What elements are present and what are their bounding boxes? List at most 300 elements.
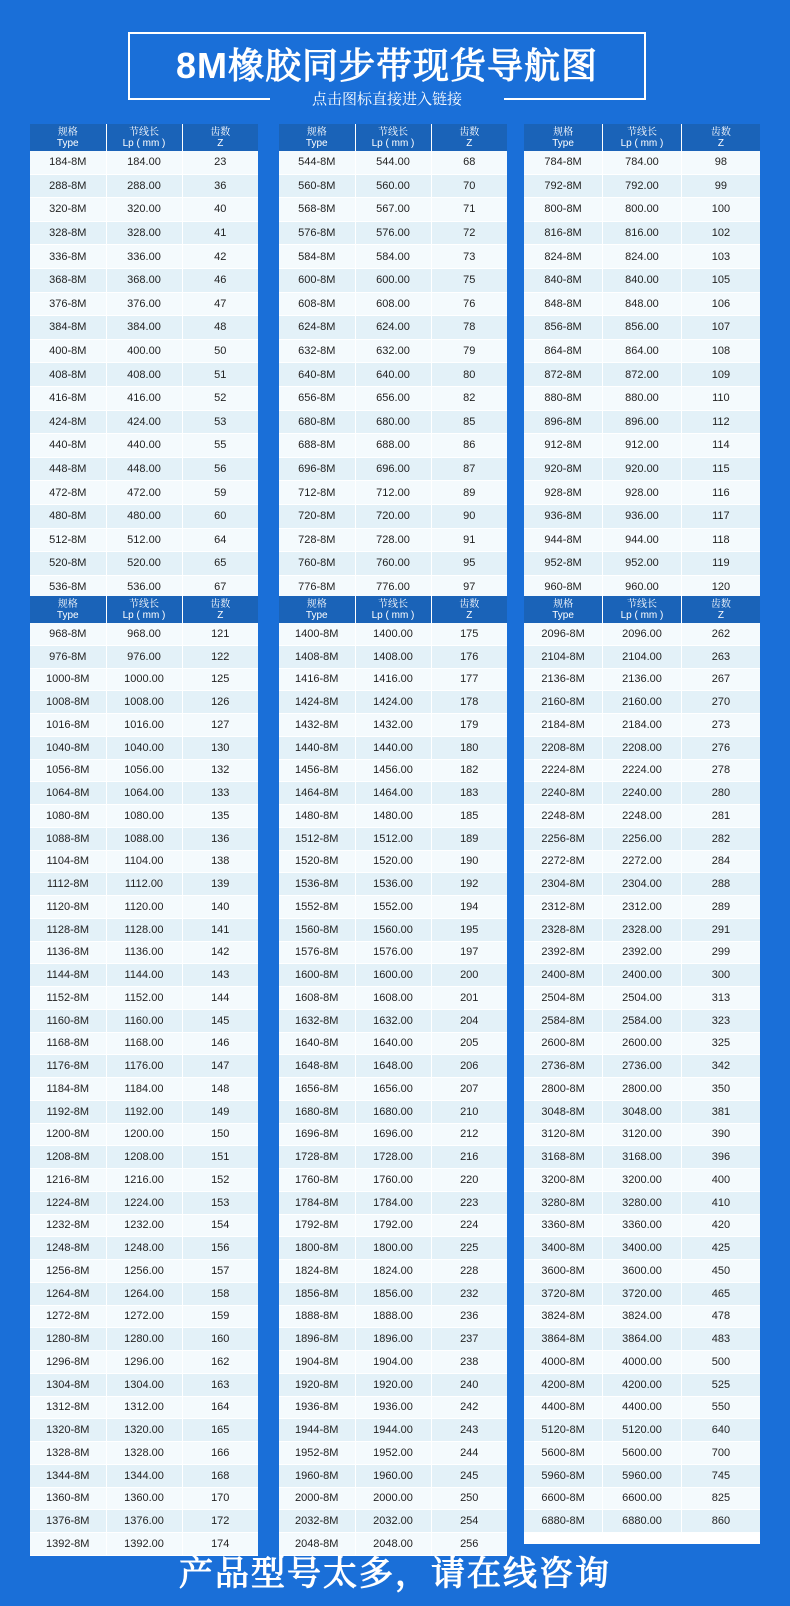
table-row xyxy=(279,1396,507,1419)
cell-z: 282 xyxy=(681,827,760,850)
cell-z: 157 xyxy=(182,1260,258,1283)
cell-lp: 2096.00 xyxy=(603,623,682,645)
cell-type: 1216-8M xyxy=(30,1169,106,1192)
header-type xyxy=(30,596,106,623)
header-lp-en: Lp ( mm ) xyxy=(371,137,415,149)
cell-z: 107 xyxy=(681,316,760,340)
table-row xyxy=(30,1396,258,1419)
header-z-en: Z xyxy=(217,137,224,149)
cell-lp: 1064.00 xyxy=(106,782,182,805)
cell-lp: 328.00 xyxy=(106,221,182,245)
cell-z: 525 xyxy=(681,1373,760,1396)
cell-lp: 872.00 xyxy=(603,363,682,387)
table-row xyxy=(30,552,258,576)
cell-z: 153 xyxy=(182,1191,258,1214)
cell-z: 146 xyxy=(182,1032,258,1055)
cell-type: 3200-8M xyxy=(524,1169,603,1192)
cell-lp: 1760.00 xyxy=(355,1169,431,1192)
cell-z: 102 xyxy=(681,221,760,245)
cell-type: 448-8M xyxy=(30,457,106,481)
cell-lp: 624.00 xyxy=(355,316,431,340)
cell-lp: 912.00 xyxy=(603,434,682,458)
header-lp xyxy=(603,596,682,623)
cell-type: 2000-8M xyxy=(279,1487,355,1510)
cell-type: 1376-8M xyxy=(30,1510,106,1533)
cell-type: 4000-8M xyxy=(524,1351,603,1374)
table-row xyxy=(524,1191,760,1214)
cell-z: 210 xyxy=(431,1100,507,1123)
cell-z: 250 xyxy=(431,1487,507,1510)
table-row xyxy=(524,552,760,576)
cell-lp: 848.00 xyxy=(603,292,682,316)
cell-lp: 712.00 xyxy=(355,481,431,505)
cell-type: 1792-8M xyxy=(279,1214,355,1237)
cell-z: 291 xyxy=(681,918,760,941)
cell-lp: 728.00 xyxy=(355,528,431,552)
cell-lp: 1224.00 xyxy=(106,1191,182,1214)
cell-type: 1576-8M xyxy=(279,941,355,964)
cell-lp: 6600.00 xyxy=(603,1487,682,1510)
cell-z: 145 xyxy=(182,1009,258,1032)
header-z-en: Z xyxy=(717,609,724,621)
cell-lp: 2000.00 xyxy=(355,1487,431,1510)
cell-z: 262 xyxy=(681,623,760,645)
table-row xyxy=(279,174,507,198)
cell-lp: 1256.00 xyxy=(106,1260,182,1283)
table-row xyxy=(279,1214,507,1237)
cell-lp: 544.00 xyxy=(355,151,431,174)
cell-lp: 1640.00 xyxy=(355,1032,431,1055)
header-z-en: Z xyxy=(217,609,224,621)
cell-lp: 1208.00 xyxy=(106,1146,182,1169)
table-row xyxy=(279,1282,507,1305)
cell-z: 483 xyxy=(681,1328,760,1351)
cell-lp: 3200.00 xyxy=(603,1169,682,1192)
cell-z: 263 xyxy=(681,645,760,668)
table-row xyxy=(524,918,760,941)
cell-z: 425 xyxy=(681,1237,760,1260)
cell-type: 1512-8M xyxy=(279,827,355,850)
header-lp-cn: 节线长 xyxy=(378,598,408,610)
table-row xyxy=(30,245,258,269)
cell-z: 127 xyxy=(182,714,258,737)
cell-lp: 640.00 xyxy=(355,363,431,387)
cell-z: 126 xyxy=(182,691,258,714)
cell-lp: 480.00 xyxy=(106,504,182,528)
cell-lp: 1464.00 xyxy=(355,782,431,805)
header-lp-cn: 节线长 xyxy=(129,126,159,138)
cell-lp: 1200.00 xyxy=(106,1123,182,1146)
table-row xyxy=(524,941,760,964)
cell-lp: 2328.00 xyxy=(603,918,682,941)
cell-z: 89 xyxy=(431,481,507,505)
cell-z: 280 xyxy=(681,782,760,805)
cell-z: 228 xyxy=(431,1260,507,1283)
cell-type: 792-8M xyxy=(524,174,603,198)
cell-z: 164 xyxy=(182,1396,258,1419)
table-row xyxy=(279,987,507,1010)
table-row xyxy=(279,316,507,340)
table-row xyxy=(30,198,258,222)
table-header-row xyxy=(30,124,258,151)
cell-type: 2208-8M xyxy=(524,736,603,759)
cell-lp: 2504.00 xyxy=(603,987,682,1010)
table-row xyxy=(30,457,258,481)
cell-lp: 1080.00 xyxy=(106,805,182,828)
cell-z: 195 xyxy=(431,918,507,941)
header-type-en: Type xyxy=(305,609,328,621)
cell-lp: 920.00 xyxy=(603,457,682,481)
cell-type: 656-8M xyxy=(279,386,355,410)
cell-type: 968-8M xyxy=(30,623,106,645)
cell-z: 125 xyxy=(182,668,258,691)
cell-lp: 1008.00 xyxy=(106,691,182,714)
cell-type: 624-8M xyxy=(279,316,355,340)
header-z-cn: 齿数 xyxy=(459,126,480,138)
cell-z: 232 xyxy=(431,1282,507,1305)
cell-lp: 936.00 xyxy=(603,504,682,528)
table-row xyxy=(524,1055,760,1078)
cell-z: 76 xyxy=(431,292,507,316)
cell-type: 1320-8M xyxy=(30,1419,106,1442)
table-row xyxy=(30,668,258,691)
cell-type: 3360-8M xyxy=(524,1214,603,1237)
cell-type: 1344-8M xyxy=(30,1464,106,1487)
table-header-row xyxy=(279,124,507,151)
cell-lp: 656.00 xyxy=(355,386,431,410)
cell-type: 424-8M xyxy=(30,410,106,434)
cell-lp: 1392.00 xyxy=(106,1533,182,1556)
cell-z: 117 xyxy=(681,504,760,528)
table-row xyxy=(279,1055,507,1078)
header-lp-en: Lp ( mm ) xyxy=(371,609,415,621)
header-type-cn: 规格 xyxy=(553,126,574,138)
table-row xyxy=(279,268,507,292)
cell-lp: 952.00 xyxy=(603,552,682,576)
cell-type: 288-8M xyxy=(30,174,106,198)
cell-z: 325 xyxy=(681,1032,760,1055)
table-row xyxy=(524,1351,760,1374)
cell-type: 856-8M xyxy=(524,316,603,340)
table-row xyxy=(30,1146,258,1169)
header-lp xyxy=(355,596,431,623)
cell-z: 313 xyxy=(681,987,760,1010)
cell-z: 149 xyxy=(182,1100,258,1123)
table-row xyxy=(524,736,760,759)
header-z-cn: 齿数 xyxy=(459,598,480,610)
cell-z: 110 xyxy=(681,386,760,410)
cell-type: 368-8M xyxy=(30,268,106,292)
cell-lp: 1056.00 xyxy=(106,759,182,782)
table-row xyxy=(30,964,258,987)
cell-lp: 1608.00 xyxy=(355,987,431,1010)
cell-z: 121 xyxy=(182,623,258,645)
cell-type: 1280-8M xyxy=(30,1328,106,1351)
cell-z: 288 xyxy=(681,873,760,896)
cell-z: 118 xyxy=(681,528,760,552)
cell-lp: 1120.00 xyxy=(106,896,182,919)
cell-type: 1088-8M xyxy=(30,827,106,850)
cell-type: 2248-8M xyxy=(524,805,603,828)
cell-lp: 440.00 xyxy=(106,434,182,458)
cell-lp: 864.00 xyxy=(603,339,682,363)
cell-type: 944-8M xyxy=(524,528,603,552)
cell-type: 1800-8M xyxy=(279,1237,355,1260)
cell-z: 299 xyxy=(681,941,760,964)
cell-z: 55 xyxy=(182,434,258,458)
cell-lp: 2392.00 xyxy=(603,941,682,964)
cell-type: 1728-8M xyxy=(279,1146,355,1169)
cell-type: 1824-8M xyxy=(279,1260,355,1283)
cell-z: 140 xyxy=(182,896,258,919)
table-row xyxy=(30,736,258,759)
cell-type: 2312-8M xyxy=(524,896,603,919)
cell-z: 42 xyxy=(182,245,258,269)
cell-type: 936-8M xyxy=(524,504,603,528)
cell-type: 1936-8M xyxy=(279,1396,355,1419)
cell-z: 36 xyxy=(182,174,258,198)
cell-lp: 288.00 xyxy=(106,174,182,198)
cell-type: 408-8M xyxy=(30,363,106,387)
cell-lp: 784.00 xyxy=(603,151,682,174)
cell-type: 2272-8M xyxy=(524,850,603,873)
cell-lp: 1168.00 xyxy=(106,1032,182,1055)
table-row xyxy=(524,759,760,782)
cell-lp: 1088.00 xyxy=(106,827,182,850)
cell-z: 182 xyxy=(431,759,507,782)
cell-lp: 1112.00 xyxy=(106,873,182,896)
table-row xyxy=(279,964,507,987)
header-z-cn: 齿数 xyxy=(210,126,231,138)
cell-type: 336-8M xyxy=(30,245,106,269)
cell-lp: 1944.00 xyxy=(355,1419,431,1442)
table-row xyxy=(279,434,507,458)
cell-type: 3048-8M xyxy=(524,1100,603,1123)
cell-type: 712-8M xyxy=(279,481,355,505)
table-row xyxy=(279,918,507,941)
table-row xyxy=(524,964,760,987)
table-row xyxy=(279,339,507,363)
cell-z: 176 xyxy=(431,645,507,668)
cell-lp: 1696.00 xyxy=(355,1123,431,1146)
cell-type: 2224-8M xyxy=(524,759,603,782)
cell-type: 184-8M xyxy=(30,151,106,174)
cell-z: 150 xyxy=(182,1123,258,1146)
cell-type: 1784-8M xyxy=(279,1191,355,1214)
table-row xyxy=(524,1009,760,1032)
cell-lp: 944.00 xyxy=(603,528,682,552)
cell-type: 472-8M xyxy=(30,481,106,505)
cell-type: 3720-8M xyxy=(524,1282,603,1305)
cell-type: 1168-8M xyxy=(30,1032,106,1055)
cell-z: 183 xyxy=(431,782,507,805)
cell-lp: 1320.00 xyxy=(106,1419,182,1442)
cell-z: 72 xyxy=(431,221,507,245)
table-row xyxy=(524,410,760,434)
cell-lp: 576.00 xyxy=(355,221,431,245)
cell-type: 2504-8M xyxy=(524,987,603,1010)
cell-type: 328-8M xyxy=(30,221,106,245)
table-row xyxy=(30,1214,258,1237)
table-row xyxy=(524,1146,760,1169)
cell-z: 223 xyxy=(431,1191,507,1214)
table-row xyxy=(279,1123,507,1146)
cell-z: 270 xyxy=(681,691,760,714)
table-row xyxy=(279,736,507,759)
cell-z: 396 xyxy=(681,1146,760,1169)
table-row xyxy=(30,528,258,552)
table-row xyxy=(279,623,507,645)
header-type xyxy=(524,596,603,623)
table-row xyxy=(524,1100,760,1123)
cell-lp: 2256.00 xyxy=(603,827,682,850)
cell-lp: 1128.00 xyxy=(106,918,182,941)
cell-lp: 1000.00 xyxy=(106,668,182,691)
cell-lp: 840.00 xyxy=(603,268,682,292)
cell-type: 1760-8M xyxy=(279,1169,355,1192)
cell-lp: 4000.00 xyxy=(603,1351,682,1374)
cell-type: 688-8M xyxy=(279,434,355,458)
cell-z: 550 xyxy=(681,1396,760,1419)
table-row xyxy=(279,645,507,668)
cell-type: 680-8M xyxy=(279,410,355,434)
table-row xyxy=(279,1305,507,1328)
cell-type: 1056-8M xyxy=(30,759,106,782)
belt-table xyxy=(30,596,258,1556)
cell-z: 40 xyxy=(182,198,258,222)
cell-lp: 1560.00 xyxy=(355,918,431,941)
cell-z: 68 xyxy=(431,151,507,174)
cell-z: 78 xyxy=(431,316,507,340)
table-panel-6 xyxy=(524,596,760,1544)
header-lp-cn: 节线长 xyxy=(626,126,657,138)
header-type-cn: 规格 xyxy=(553,598,574,610)
cell-lp: 1400.00 xyxy=(355,623,431,645)
cell-lp: 2736.00 xyxy=(603,1055,682,1078)
cell-z: 825 xyxy=(681,1487,760,1510)
cell-lp: 976.00 xyxy=(106,645,182,668)
cell-z: 267 xyxy=(681,668,760,691)
table-row xyxy=(30,1260,258,1283)
cell-type: 1416-8M xyxy=(279,668,355,691)
cell-lp: 688.00 xyxy=(355,434,431,458)
cell-lp: 3048.00 xyxy=(603,1100,682,1123)
cell-z: 106 xyxy=(681,292,760,316)
cell-type: 1064-8M xyxy=(30,782,106,805)
cell-z: 103 xyxy=(681,245,760,269)
table-row xyxy=(524,873,760,896)
cell-type: 1400-8M xyxy=(279,623,355,645)
header-lp xyxy=(106,124,182,151)
header-lp xyxy=(106,596,182,623)
table-row xyxy=(279,1237,507,1260)
cell-lp: 4400.00 xyxy=(603,1396,682,1419)
table-row xyxy=(524,1328,760,1351)
header-lp xyxy=(603,124,682,151)
cell-lp: 1304.00 xyxy=(106,1373,182,1396)
cell-lp: 1152.00 xyxy=(106,987,182,1010)
cell-lp: 600.00 xyxy=(355,268,431,292)
cell-z: 700 xyxy=(681,1442,760,1465)
cell-type: 2136-8M xyxy=(524,668,603,691)
table-row xyxy=(30,268,258,292)
cell-type: 1904-8M xyxy=(279,1351,355,1374)
table-row xyxy=(30,504,258,528)
table-row xyxy=(30,941,258,964)
cell-type: 3280-8M xyxy=(524,1191,603,1214)
header-z-cn: 齿数 xyxy=(710,598,731,610)
table-row xyxy=(524,434,760,458)
cell-z: 82 xyxy=(431,386,507,410)
header-type xyxy=(524,124,603,151)
cell-type: 1888-8M xyxy=(279,1305,355,1328)
table-row xyxy=(30,759,258,782)
cell-z: 390 xyxy=(681,1123,760,1146)
cell-lp: 416.00 xyxy=(106,386,182,410)
cell-type: 1536-8M xyxy=(279,873,355,896)
cell-z: 136 xyxy=(182,827,258,850)
cell-z: 154 xyxy=(182,1214,258,1237)
cell-lp: 1888.00 xyxy=(355,1305,431,1328)
cell-z: 197 xyxy=(431,941,507,964)
header-type-en: Type xyxy=(305,137,328,149)
cell-type: 1080-8M xyxy=(30,805,106,828)
cell-z: 70 xyxy=(431,174,507,198)
cell-lp: 567.00 xyxy=(355,198,431,222)
header-z-cn: 齿数 xyxy=(710,126,731,138)
cell-z: 108 xyxy=(681,339,760,363)
header-z-en: Z xyxy=(466,609,473,621)
cell-z: 163 xyxy=(182,1373,258,1396)
cell-z: 238 xyxy=(431,1351,507,1374)
table-row xyxy=(524,1373,760,1396)
table-row xyxy=(524,1078,760,1101)
table-row xyxy=(30,645,258,668)
table-row xyxy=(279,504,507,528)
cell-type: 960-8M xyxy=(524,575,603,599)
table-row xyxy=(279,1260,507,1283)
cell-lp: 816.00 xyxy=(603,221,682,245)
cell-type: 584-8M xyxy=(279,245,355,269)
page-subtitle: 点击图标直接进入链接 xyxy=(311,91,462,108)
cell-z: 53 xyxy=(182,410,258,434)
table-row xyxy=(30,1442,258,1465)
cell-type: 560-8M xyxy=(279,174,355,198)
cell-type: 1008-8M xyxy=(30,691,106,714)
cell-lp: 3280.00 xyxy=(603,1191,682,1214)
cell-z: 95 xyxy=(431,552,507,576)
cell-z: 166 xyxy=(182,1442,258,1465)
cell-z: 450 xyxy=(681,1260,760,1283)
table-row xyxy=(524,1169,760,1192)
cell-type: 880-8M xyxy=(524,386,603,410)
cell-z: 142 xyxy=(182,941,258,964)
cell-type: 608-8M xyxy=(279,292,355,316)
cell-lp: 3824.00 xyxy=(603,1305,682,1328)
table-row xyxy=(524,1510,760,1533)
cell-type: 1296-8M xyxy=(30,1351,106,1374)
cell-type: 6880-8M xyxy=(524,1510,603,1533)
cell-z: 243 xyxy=(431,1419,507,1442)
header-type-en: Type xyxy=(552,137,574,149)
table-row xyxy=(524,691,760,714)
cell-type: 4400-8M xyxy=(524,1396,603,1419)
cell-type: 2104-8M xyxy=(524,645,603,668)
cell-lp: 3360.00 xyxy=(603,1214,682,1237)
table-row xyxy=(279,1100,507,1123)
cell-lp: 1480.00 xyxy=(355,805,431,828)
cell-lp: 1432.00 xyxy=(355,714,431,737)
